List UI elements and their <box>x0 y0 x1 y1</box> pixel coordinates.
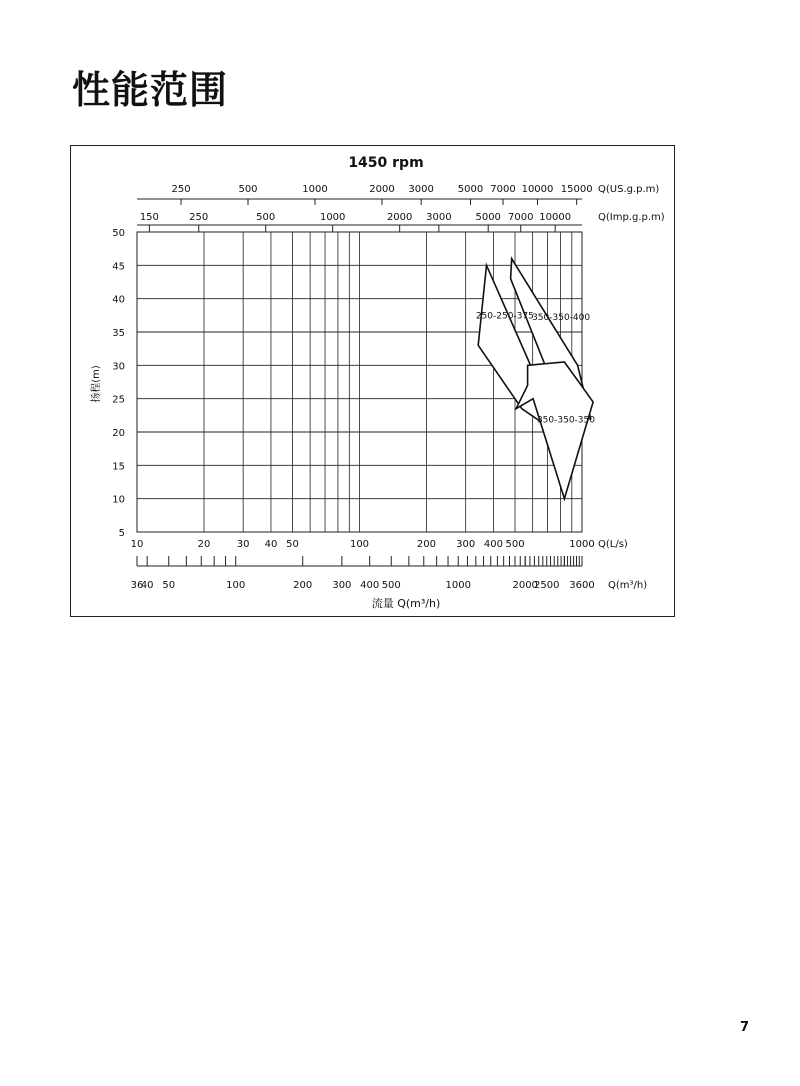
tick-label-ls: 50 <box>286 539 299 550</box>
chart-title: 1450 rpm <box>348 155 424 171</box>
tick-label-imp_gpm: 5000 <box>475 212 501 223</box>
tick-label-us_gpm: 7000 <box>490 184 516 195</box>
region-label-250-250-375: 250-250-375 <box>475 311 534 322</box>
tick-label-m3h: 100 <box>226 580 246 591</box>
y-tick-label: 30 <box>112 361 125 373</box>
tick-label-us_gpm: 2000 <box>369 184 395 195</box>
tick-label-m3h: 1000 <box>445 580 471 591</box>
tick-label-ls: 20 <box>197 539 211 550</box>
tick-label-ls: 40 <box>264 539 278 550</box>
tick-label-us_gpm: 250 <box>171 184 191 195</box>
y-tick-label: 5 <box>118 528 125 539</box>
tick-label-m3h: 3600 <box>569 580 595 591</box>
tick-label-m3h: 200 <box>293 580 313 591</box>
tick-label-imp_gpm: 250 <box>189 212 209 223</box>
tick-label-ls: 10 <box>130 539 144 550</box>
tick-label-imp_gpm: 500 <box>256 212 276 223</box>
tick-label-m3h: 300 <box>332 580 352 591</box>
page-title: 性能范围 <box>72 68 229 112</box>
tick-label-m3h: 500 <box>381 580 401 591</box>
tick-label-imp_gpm: 2000 <box>386 212 413 223</box>
y-tick-label: 10 <box>112 494 125 506</box>
tick-label-ls: 400 <box>483 539 504 550</box>
tick-label-imp_gpm: 1000 <box>319 212 346 223</box>
y-axis-label: 扬程(m) <box>91 365 102 403</box>
performance-range-chart <box>71 146 674 616</box>
tick-label-ls: 1000 <box>569 539 595 550</box>
y-tick-label: 40 <box>112 294 125 306</box>
tick-label-imp_gpm: 3000 <box>426 212 452 223</box>
tick-label-m3h: 36 <box>130 580 144 591</box>
axis-unit-us_gpm: Q(US.g.p.m) <box>598 184 660 195</box>
tick-label-ls: 500 <box>505 539 525 550</box>
axis-unit-m3h: Q(m³/h) <box>608 580 648 591</box>
tick-label-us_gpm: 5000 <box>457 184 484 195</box>
tick-label-us_gpm: 1000 <box>302 184 328 195</box>
tick-label-imp_gpm: 150 <box>139 212 159 223</box>
region-label-350-350-350: 350-350-350 <box>536 415 595 426</box>
tick-label-m3h: 2500 <box>534 580 560 591</box>
tick-label-m3h: 40 <box>140 580 154 591</box>
y-tick-label: 45 <box>112 261 125 273</box>
region-label-350-350-400: 350-350-400 <box>532 313 591 323</box>
tick-label-ls: 100 <box>349 539 370 550</box>
tick-label-us_gpm: 3000 <box>408 184 434 195</box>
y-tick-label: 25 <box>112 394 125 406</box>
tick-label-ls: 300 <box>456 539 476 550</box>
tick-label-us_gpm: 15000 <box>560 184 593 195</box>
page-number: 7 <box>740 1020 750 1035</box>
axis-unit-imp_gpm: Q(Imp.g.p.m) <box>598 212 665 223</box>
tick-label-imp_gpm: 10000 <box>539 212 572 223</box>
tick-label-us_gpm: 10000 <box>521 184 554 195</box>
tick-label-m3h: 50 <box>162 580 176 591</box>
tick-label-us_gpm: 500 <box>238 184 258 195</box>
tick-label-m3h: 400 <box>360 580 380 591</box>
chart-frame <box>70 145 675 617</box>
y-tick-label: 50 <box>112 228 125 239</box>
y-tick-label: 15 <box>112 461 125 473</box>
x-axis-label: 流量 Q(m³/h) <box>371 597 441 610</box>
tick-label-ls: 30 <box>236 539 250 550</box>
tick-label-ls: 200 <box>416 539 437 550</box>
y-tick-label: 35 <box>112 328 125 339</box>
y-tick-label: 20 <box>112 428 125 439</box>
tick-label-m3h: 2000 <box>512 580 538 591</box>
axis-unit-ls: Q(L/s) <box>598 539 628 550</box>
tick-label-imp_gpm: 7000 <box>507 212 534 223</box>
